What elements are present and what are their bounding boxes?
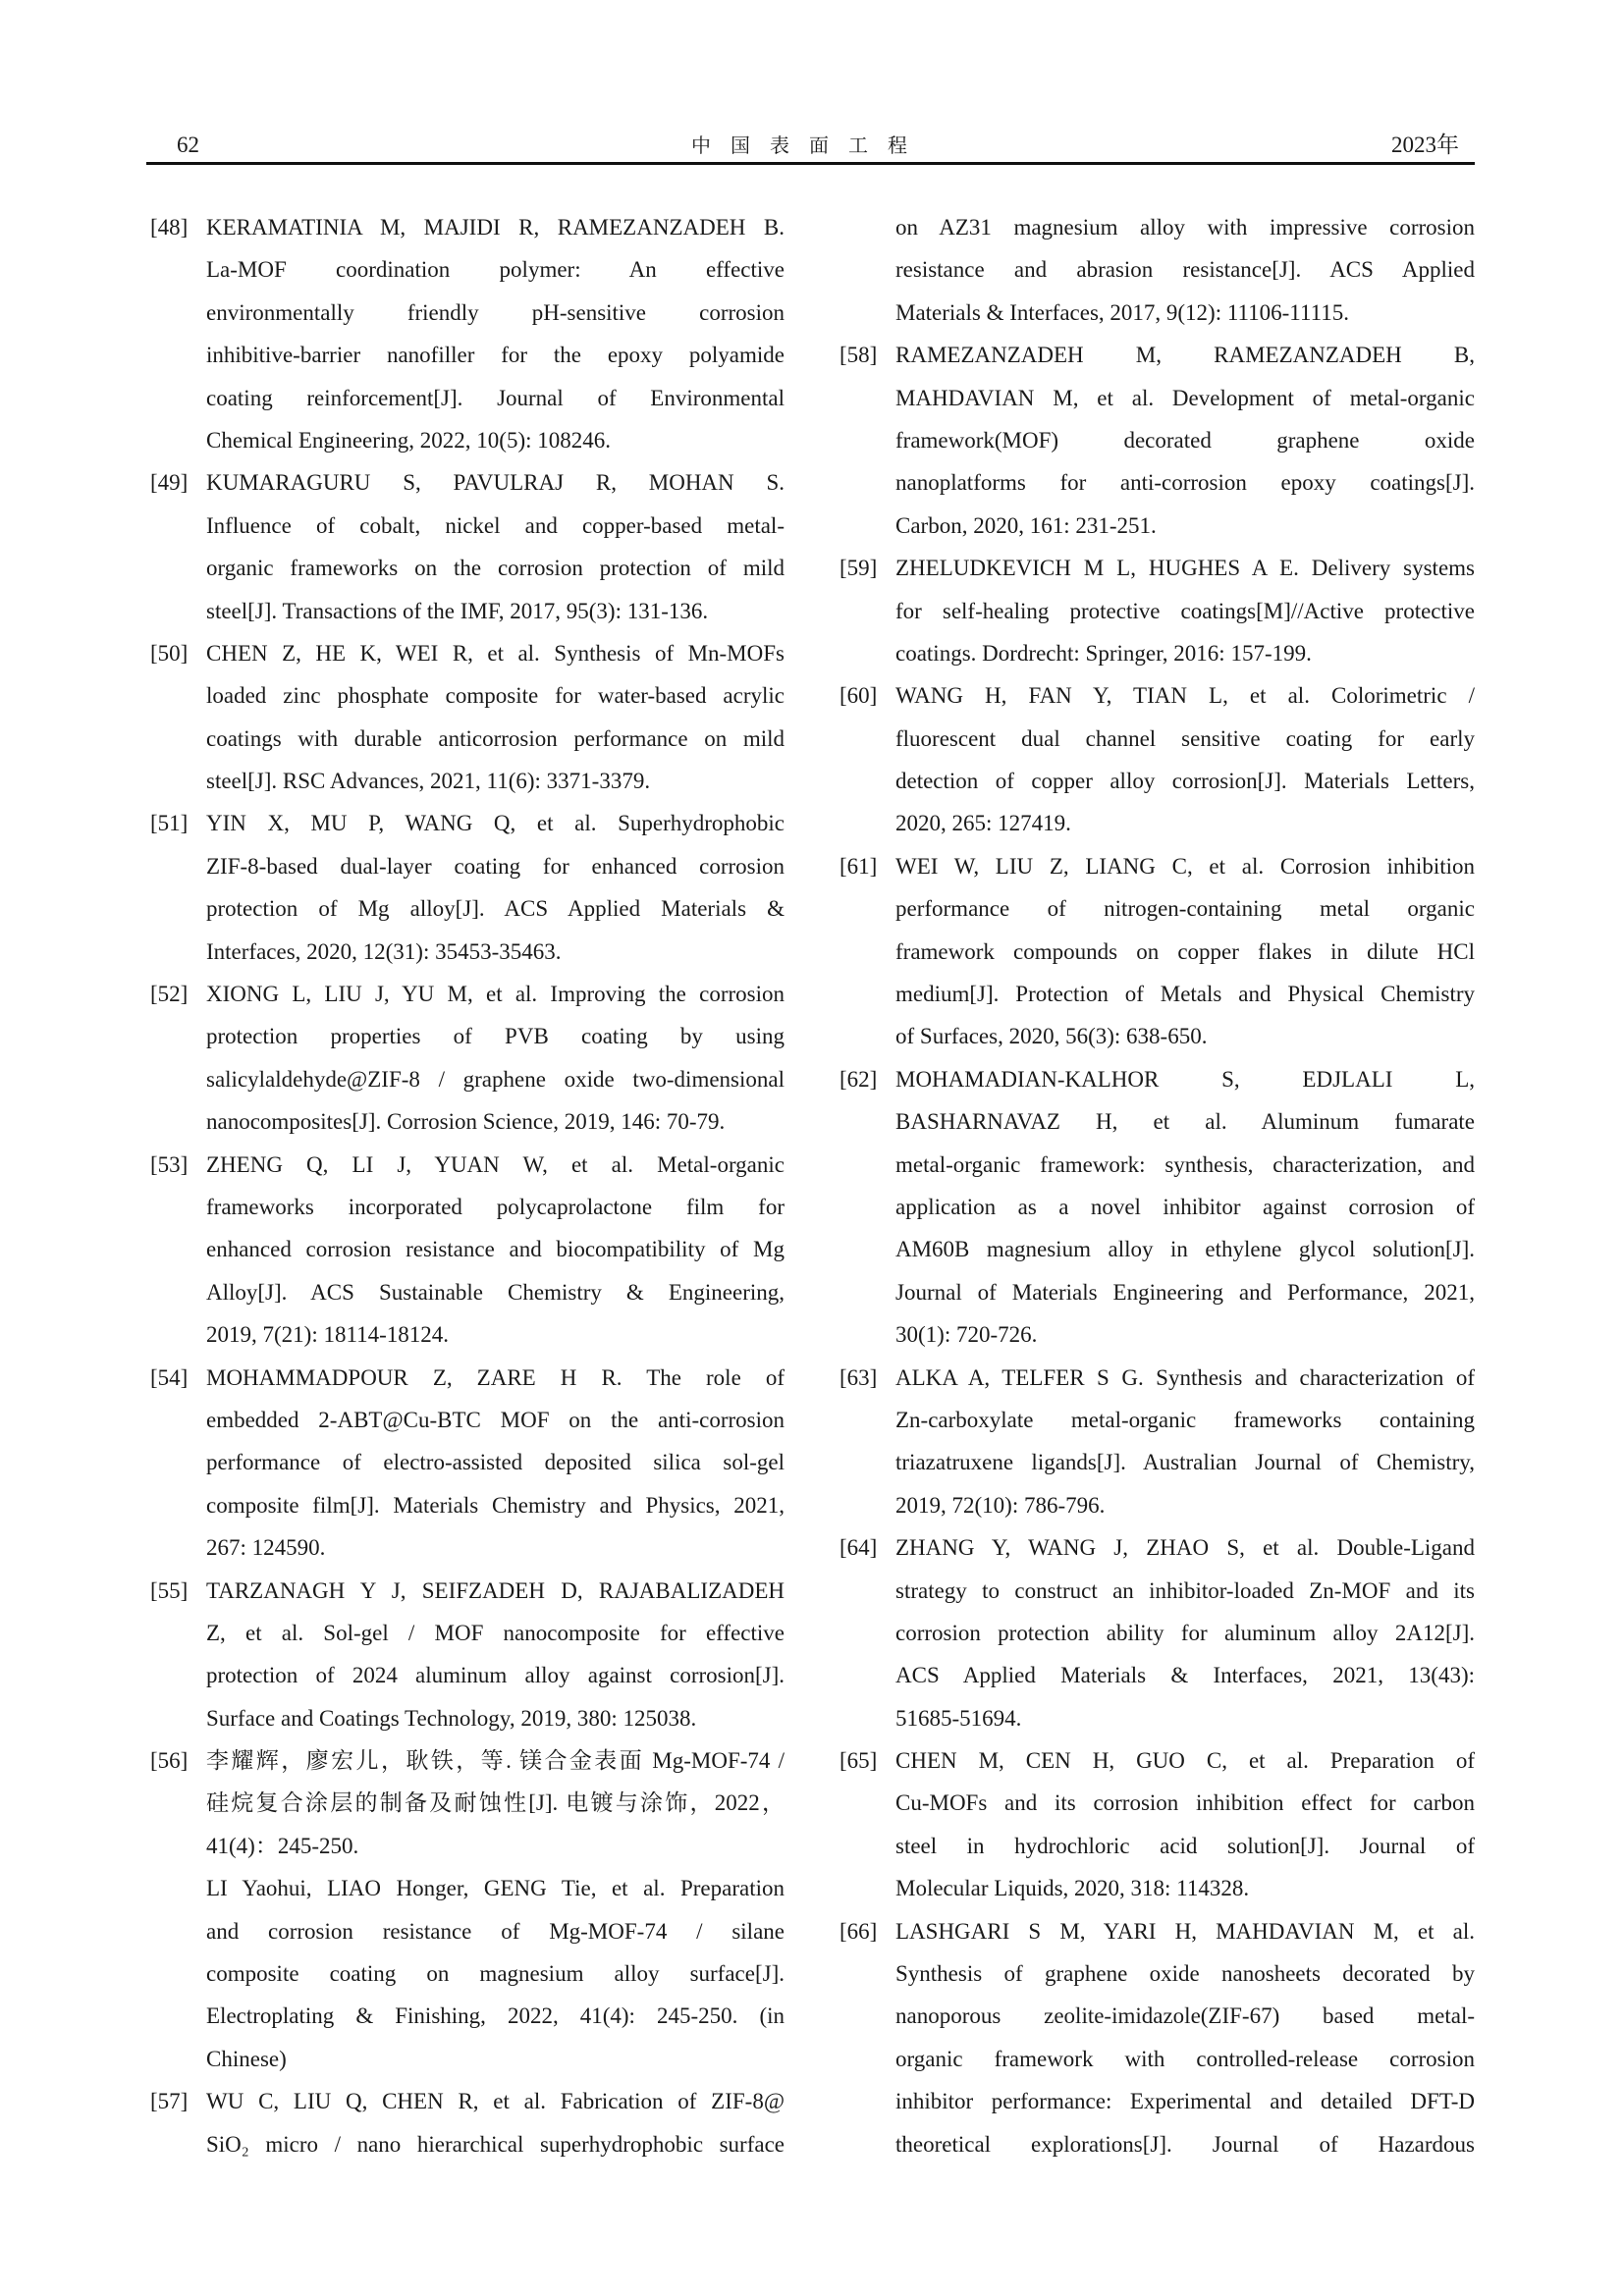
reference-entry [839,1526,1475,1739]
reference-text-line: MOHAMMADPOUR Z, ZARE H R. The role of [206,1364,785,1390]
reference-entry [839,1739,1475,1910]
reference-text-line: Influence of cobalt, nickel and copper-based metal- [206,512,785,538]
reference-text-line: protection of 2024 aluminum alloy against corrosion[J]. [206,1663,785,1688]
reference-text-line: resistance and abrasion resistance[J]. ACS Applied [895,257,1475,283]
reference-text-line: Carbon, 2020, 161: 231-251. [895,512,1157,538]
reference-number: [57] [150,2089,189,2114]
reference-text-line: La-MOF coordination polymer: An effective [206,257,785,283]
reference-text-line: CHEN M, CEN H, GUO C, et al. Preparation of [895,1748,1475,1774]
reference-text-line: performance of electro-assisted deposited silica sol-gel [206,1450,785,1475]
reference-number: [56] [150,1748,189,1774]
reference-entry [150,1739,785,2080]
reference-entry [150,1570,785,1740]
header-rule [146,162,1475,165]
reference-number: [49] [150,470,189,496]
reference-text-line: organic frameworks on the corrosion protection of mild [206,556,785,581]
reference-text-line: Chinese) [206,2046,287,2071]
reference-text-line: YIN X, MU P, WANG Q, et al. Superhydrophobic [206,811,785,836]
reference-text-line: protection properties of PVB coating by using [206,1024,785,1049]
reference-text-line: metal-organic framework: synthesis, characterization, and [895,1151,1475,1177]
reference-text-line: fluorescent dual channel sensitive coating for early [895,725,1475,751]
reference-entry [150,973,785,1144]
reference-entry [839,547,1475,674]
reference-text-line: 41(4)：245-250. [206,1833,359,1858]
reference-text-line: framework(MOF) decorated graphene oxide [895,427,1475,453]
reference-number: [61] [839,853,878,879]
journal-title: 中国表面工程 [691,133,927,157]
reference-number: [65] [839,1748,878,1774]
reference-text-line: TARZANAGH Y J, SEIFZADEH D, RAJABALIZADEH [206,1577,785,1603]
reference-text-line: Z, et al. Sol-gel / MOF nanocomposite for effective [206,1620,785,1645]
reference-text-line: 267: 124590. [206,1535,326,1561]
reference-text-line: 30(1): 720-726. [895,1322,1038,1348]
reference-text-line: Journal of Materials Engineering and Performance, 2021, [895,1279,1475,1305]
reference-text-line: nanoplatforms for anti-corrosion epoxy coatings[J]. [895,470,1475,496]
reference-entry [839,845,1475,1058]
reference-column-left [150,206,785,2165]
reference-text-line: BASHARNAVAZ H, et al. Aluminum fumarate [895,1109,1475,1135]
reference-text-line: RAMEZANZADEH M, RAMEZANZADEH B, [895,343,1475,368]
reference-text-line: SiO₂ micro / nano hierarchical superhydrophobic surface [206,2131,785,2157]
reference-text-line: composite coating on magnesium alloy surface[J]. [206,1961,785,1987]
reference-text-line: 2019, 72(10): 786-796. [895,1492,1106,1518]
reference-text-line: ALKA A, TELFER S G. Synthesis and characterization of [895,1364,1475,1390]
reference-text-line: AM60B magnesium alloy in ethylene glycol solution[J]. [895,1237,1475,1262]
reference-text-line: LASHGARI S M, YARI H, MAHDAVIAN M, et al. [895,1918,1475,1944]
reference-text-line: coating reinforcement[J]. Journal of Environmental [206,385,785,410]
reference-text-line: loaded zinc phosphate composite for water-based acrylic [206,683,785,709]
reference-entry [150,461,785,632]
reference-number: [66] [839,1918,878,1944]
reference-text-line: 2020, 265: 127419. [895,811,1071,836]
reference-text-line: inhibitor performance: Experimental and detailed DFT-D [895,2089,1475,2114]
reference-number: [54] [150,1364,189,1390]
reference-text-line: 2019, 7(21): 18114-18124. [206,1322,450,1348]
reference-text-line: ACS Applied Materials & Interfaces, 2021, 13(43): [895,1663,1475,1688]
reference-entry [839,1058,1475,1357]
reference-text-line: Chemical Engineering, 2022, 10(5): 108246. [206,427,612,453]
reference-number: [64] [839,1535,878,1561]
reference-text-line: Alloy[J]. ACS Sustainable Chemistry & Engineering, [206,1279,785,1305]
reference-text-line: nanoporous zeolite-imidazole(ZIF-67) based metal- [895,2003,1475,2029]
reference-number: [51] [150,811,189,836]
reference-text-line: 硅烷复合涂层的制备及耐蚀性[J]. 电镀与涂饰，2022， [206,1790,785,1816]
reference-entry [839,334,1475,547]
reference-text-line: performance of nitrogen-containing metal organic [895,896,1475,922]
reference-text-line: protection of Mg alloy[J]. ACS Applied Materials & [206,896,785,922]
reference-text-line: ZHELUDKEVICH M L, HUGHES A E. Delivery systems [895,556,1475,581]
reference-number: [52] [150,982,189,1007]
reference-number: [50] [150,640,189,666]
reference-entry [150,1144,785,1357]
reference-entry [839,1357,1475,1527]
reference-number: [62] [839,1066,878,1092]
reference-text-line: Materials & Interfaces, 2017, 9(12): 11106-11115. [895,299,1349,325]
reference-text-line: on AZ31 magnesium alloy with impressive corrosion [895,215,1475,240]
reference-text-line: Synthesis of graphene oxide nanosheets decorated by [895,1961,1475,1987]
reference-text-line: XIONG L, LIU J, YU M, et al. Improving the corrosion [206,982,785,1007]
reference-text-line: application as a novel inhibitor against corrosion of [895,1194,1475,1219]
reference-text-line: of Surfaces, 2020, 56(3): 638-650. [895,1024,1208,1049]
reference-text-line: strategy to construct an inhibitor-loaded Zn-MOF and its [895,1577,1475,1603]
reference-text-line: Zn-carboxylate metal-organic frameworks containing [895,1407,1475,1432]
reference-text-line: KUMARAGURU S, PAVULRAJ R, MOHAN S. [206,470,785,496]
reference-text-line: Interfaces, 2020, 12(31): 35453-35463. [206,938,562,964]
reference-text-line: 李耀辉，廖宏儿，耿铁，等. 镁合金表面 Mg-MOF-74 / [206,1748,785,1774]
reference-text-line: coatings with durable anticorrosion performance on mild [206,725,785,751]
reference-text-line: WANG H, FAN Y, TIAN L, et al. Colorimetric / [895,683,1475,709]
reference-text-line: Molecular Liquids, 2020, 318: 114328. [895,1876,1250,1901]
reference-text-line: embedded 2-ABT@Cu-BTC MOF on the anti-corrosion [206,1407,785,1432]
reference-entry [150,632,785,803]
reference-text-line: KERAMATINIA M, MAJIDI R, RAMEZANZADEH B. [206,215,785,240]
reference-number: [59] [839,556,878,581]
reference-text-line: WU C, LIU Q, CHEN R, et al. Fabrication of ZIF-8@ [206,2089,785,2114]
reference-entry [150,1357,785,1570]
reference-text-line: LI Yaohui, LIAO Honger, GENG Tie, et al. Preparation [206,1876,785,1901]
issue-year: 2023年 [1391,133,1459,157]
reference-text-line: theoretical explorations[J]. Journal of Hazardous [895,2131,1475,2157]
reference-text-line: frameworks incorporated polycaprolactone film for [206,1194,785,1219]
reference-text-line: steel[J]. Transactions of the IMF, 2017, 95(3): 131-136. [206,598,709,623]
reference-text-line: steel in hydrochloric acid solution[J]. Journal of [895,1833,1475,1858]
reference-text-line: triazatruxene ligands[J]. Australian Journal of Chemistry, [895,1450,1475,1475]
reference-entry [839,674,1475,845]
reference-text-line: corrosion protection ability for aluminum alloy 2A12[J]. [895,1620,1475,1645]
reference-text-line: and corrosion resistance of Mg-MOF-74 / silane [206,1918,785,1944]
reference-number: [48] [150,215,189,240]
reference-entry [150,206,785,461]
reference-text-line: framework compounds on copper flakes in dilute HCl [895,938,1475,964]
reference-entry [839,1910,1475,2165]
reference-text-line: 51685-51694. [895,1705,1022,1731]
reference-text-line: MOHAMADIAN-KALHOR S, EDJLALI L, [895,1066,1475,1092]
reference-entry [150,2080,785,2165]
reference-text-line: MAHDAVIAN M, et al. Development of metal-organic [895,385,1475,410]
reference-entry [839,206,1475,334]
reference-text-line: WEI W, LIU Z, LIANG C, et al. Corrosion inhibition [895,853,1475,879]
reference-text-line: salicylaldehyde@ZIF-8 / graphene oxide two-dimensional [206,1066,785,1092]
reference-text-line: inhibitive-barrier nanofiller for the epoxy polyamide [206,343,785,368]
reference-text-line: environmentally friendly pH-sensitive corrosion [206,299,785,325]
reference-text-line: medium[J]. Protection of Metals and Physical Chemistry [895,982,1475,1007]
reference-text-line: coatings. Dordrecht: Springer, 2016: 157-199. [895,640,1312,666]
page-number: 62 [177,133,199,157]
reference-text-line: ZHENG Q, LI J, YUAN W, et al. Metal-organic [206,1151,785,1177]
reference-text-line: Cu-MOFs and its corrosion inhibition effect for carbon [895,1790,1475,1816]
reference-number: [55] [150,1577,189,1603]
reference-text-line: detection of copper alloy corrosion[J]. Materials Letters, [895,769,1475,794]
reference-entry [150,802,785,973]
reference-text-line: Surface and Coatings Technology, 2019, 380: 125038. [206,1705,697,1731]
reference-text-line: for self-healing protective coatings[M]//Active protective [895,598,1475,623]
reference-text-line: Electroplating & Finishing, 2022, 41(4): 245-250. (in [206,2003,785,2029]
reference-text-line: steel[J]. RSC Advances, 2021, 11(6): 3371-3379. [206,769,651,794]
reference-text-line: enhanced corrosion resistance and biocompatibility of Mg [206,1237,785,1262]
reference-text-line: composite film[J]. Materials Chemistry and Physics, 2021, [206,1492,785,1518]
reference-text-line: ZIF-8-based dual-layer coating for enhanced corrosion [206,853,785,879]
reference-number: [63] [839,1364,878,1390]
reference-text-line: nanocomposites[J]. Corrosion Science, 2019, 146: 70-79. [206,1109,726,1135]
reference-number: [60] [839,683,878,709]
reference-text-line: ZHANG Y, WANG J, ZHAO S, et al. Double-Ligand [895,1535,1475,1561]
reference-text-line: organic framework with controlled-release corrosion [895,2046,1475,2071]
reference-number: [53] [150,1151,189,1177]
reference-number: [58] [839,343,878,368]
reference-text-line: CHEN Z, HE K, WEI R, et al. Synthesis of Mn-MOFs [206,640,785,666]
reference-column-right [839,206,1475,2165]
